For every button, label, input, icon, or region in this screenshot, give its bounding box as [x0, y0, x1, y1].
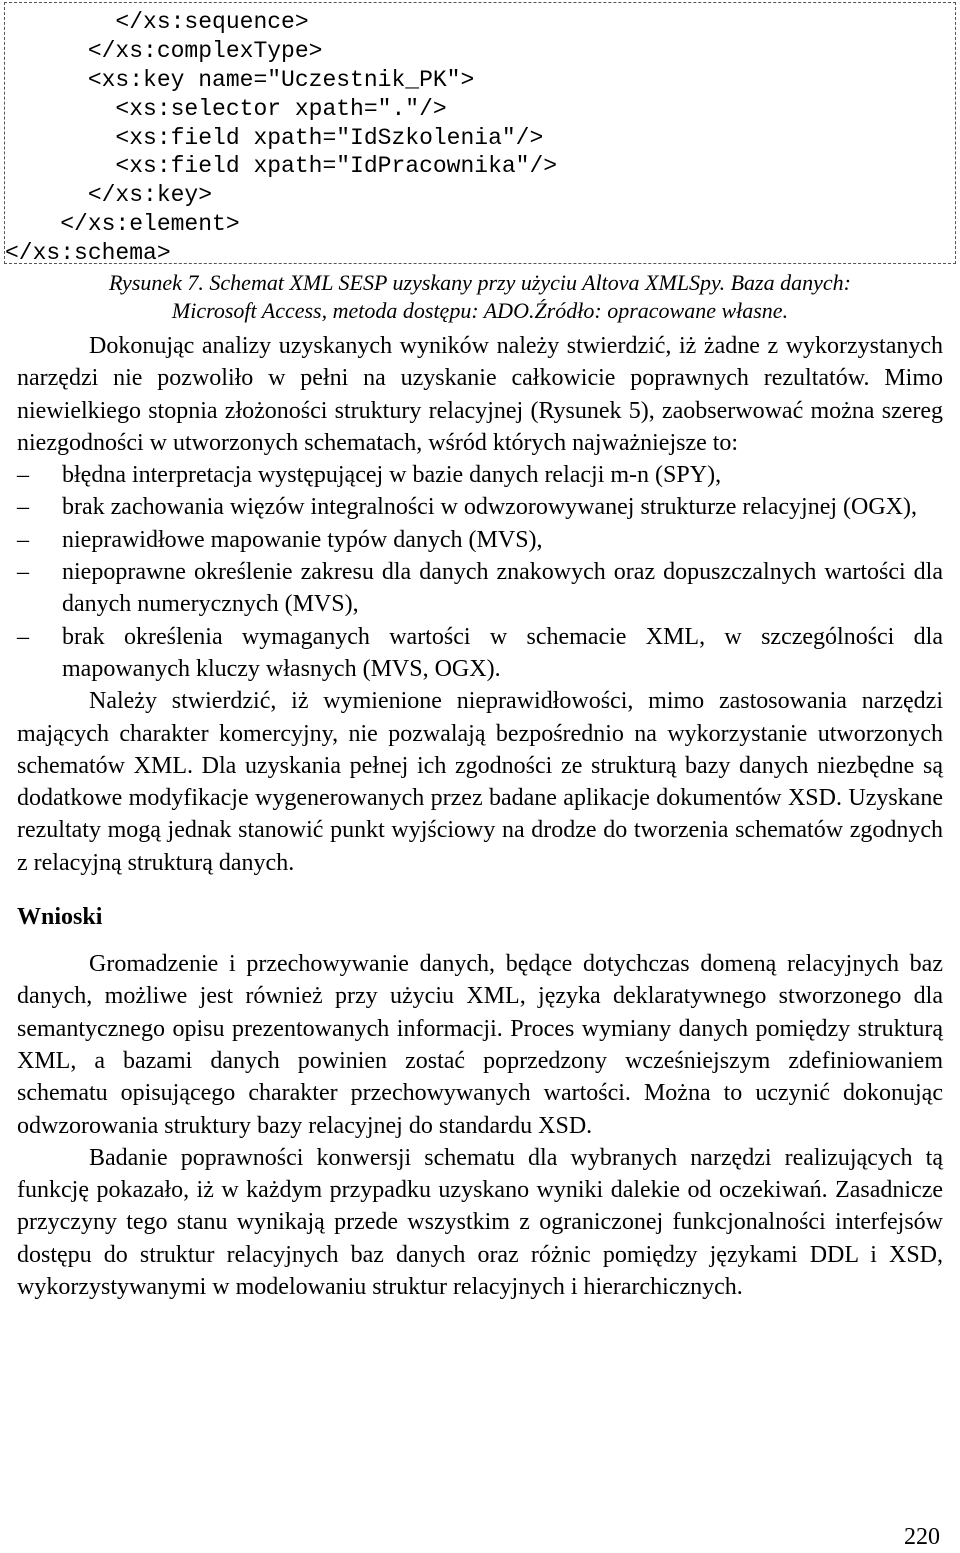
figure-caption [17, 269, 943, 325]
list-item [17, 459, 943, 491]
list-item [17, 491, 943, 523]
dash-bullet: – [17, 623, 29, 650]
issues-list [17, 459, 943, 685]
list-item-text: nieprawidłowe mapowanie typów danych (MVS), [62, 526, 543, 553]
list-item [17, 621, 943, 686]
code-line: <xs:field xpath="IdSzkolenia"/> [5, 124, 544, 151]
caption-line: Rysunek 7. Schemat XML SESP uzyskany przy użyciu Altova XMLSpy. Baza danych: [109, 270, 851, 295]
list-item-text: brak określenia wymaganych wartości w schemacie XML, w szczególności dla mapowanych kluczy własnych (MVS, OGX). [62, 623, 943, 682]
list-item [17, 556, 943, 621]
list-item [17, 524, 943, 556]
code-line: </xs:complexType> [5, 37, 323, 64]
paragraph: Badanie poprawności konwersji schematu dla wybranych narzędzi realizujących tą funkcję pokazało, iż w każdym przypadku uzyskano wyniki dalekie od oczekiwań. Zasadnicze przyczyny tego stanu wynikają przede wszystkim z ograniczonej funkcjonalności interfejsów dostępu do struktur relacyjnych baz danych oraz różnic pomiędzy językami DDL i XSD, wykorzystywanymi w modelowaniu struktur relacyjnych i hierarchicznych. [17, 1144, 943, 1301]
paragraph: Należy stwierdzić, iż wymienione nieprawidłowości, mimo zastosowania narzędzi mających charakter komercyjny, nie pozwalają bezpośrednio na wykorzystanie utworzonych schematów XML. Dla uzyskania pełnej ich zgodności ze strukturą bazy danych niezbędne są dodatkowe modyfikacje wygenerowanych przez badane aplikacje dokumentów XSD. Uzyskane rezultaty mogą jednak stanowić punkt wyjściowy na drodze do tworzenia schematów zgodnych z relacyjną strukturą danych. [17, 688, 943, 876]
code-listing [4, 2, 956, 267]
caption-line: Microsoft Access, metoda dostępu: ADO.Źródło: opracowane własne. [171, 298, 789, 323]
code-line: </xs:key> [5, 182, 213, 209]
code-line: </xs:element> [5, 211, 240, 238]
code-line: </xs:sequence> [5, 9, 309, 35]
dash-bullet: – [17, 559, 29, 586]
paragraph: Gromadzenie i przechowywanie danych, będące dotychczas domeną relacyjnych baz danych, możliwe jest również przy użyciu XML, języka deklaratywnego stworzonego dla semantycznego opisu prezentowanych informacji. Proces wymiany danych pomiędzy strukturą XML, a bazami danych powinien zostać poprzedzony wcześniejszym zdefiniowaniem schematu opisującego charakter przechowywanych wartości. Można to uczynić dokonując odwzorowania struktury bazy relacyjnej do standardu XSD. [17, 951, 943, 1139]
section-heading: Wnioski [17, 904, 103, 931]
dash-bullet: – [17, 526, 29, 553]
page-number: 220 [904, 1524, 940, 1550]
body-text [17, 330, 943, 1303]
code-line: <xs:selector xpath="."/> [5, 95, 447, 122]
list-item-text: niepoprawne określenie zakresu dla danych znakowych oraz dopuszczalnych wartości dla danych numerycznych (MVS), [62, 559, 943, 618]
dash-bullet: – [17, 494, 29, 521]
paragraph: Dokonując analizy uzyskanych wyników należy stwierdzić, iż żadne z wykorzystanych narzędzi nie pozwoliło w pełni na uzyskanie całkowicie poprawnych rezultatów. Mimo niewielkiego stopnia złożoności struktury relacyjnej (Rysunek 5), zaobserwować można szereg niezgodności w utworzonych schematach, wśród których najważniejsze to: [17, 333, 943, 456]
dash-bullet: – [17, 462, 29, 489]
code-line: </xs:schema> [5, 240, 171, 267]
list-item-text: błędna interpretacja występującej w bazie danych relacji m-n (SPY), [62, 462, 722, 489]
code-line: <xs:key name="Uczestnik_PK"> [5, 66, 475, 93]
list-item-text: brak zachowania więzów integralności w odwzorowywanej strukturze relacyjnej (OGX), [62, 494, 917, 521]
code-line: <xs:field xpath="IdPracownika"/> [5, 153, 558, 180]
